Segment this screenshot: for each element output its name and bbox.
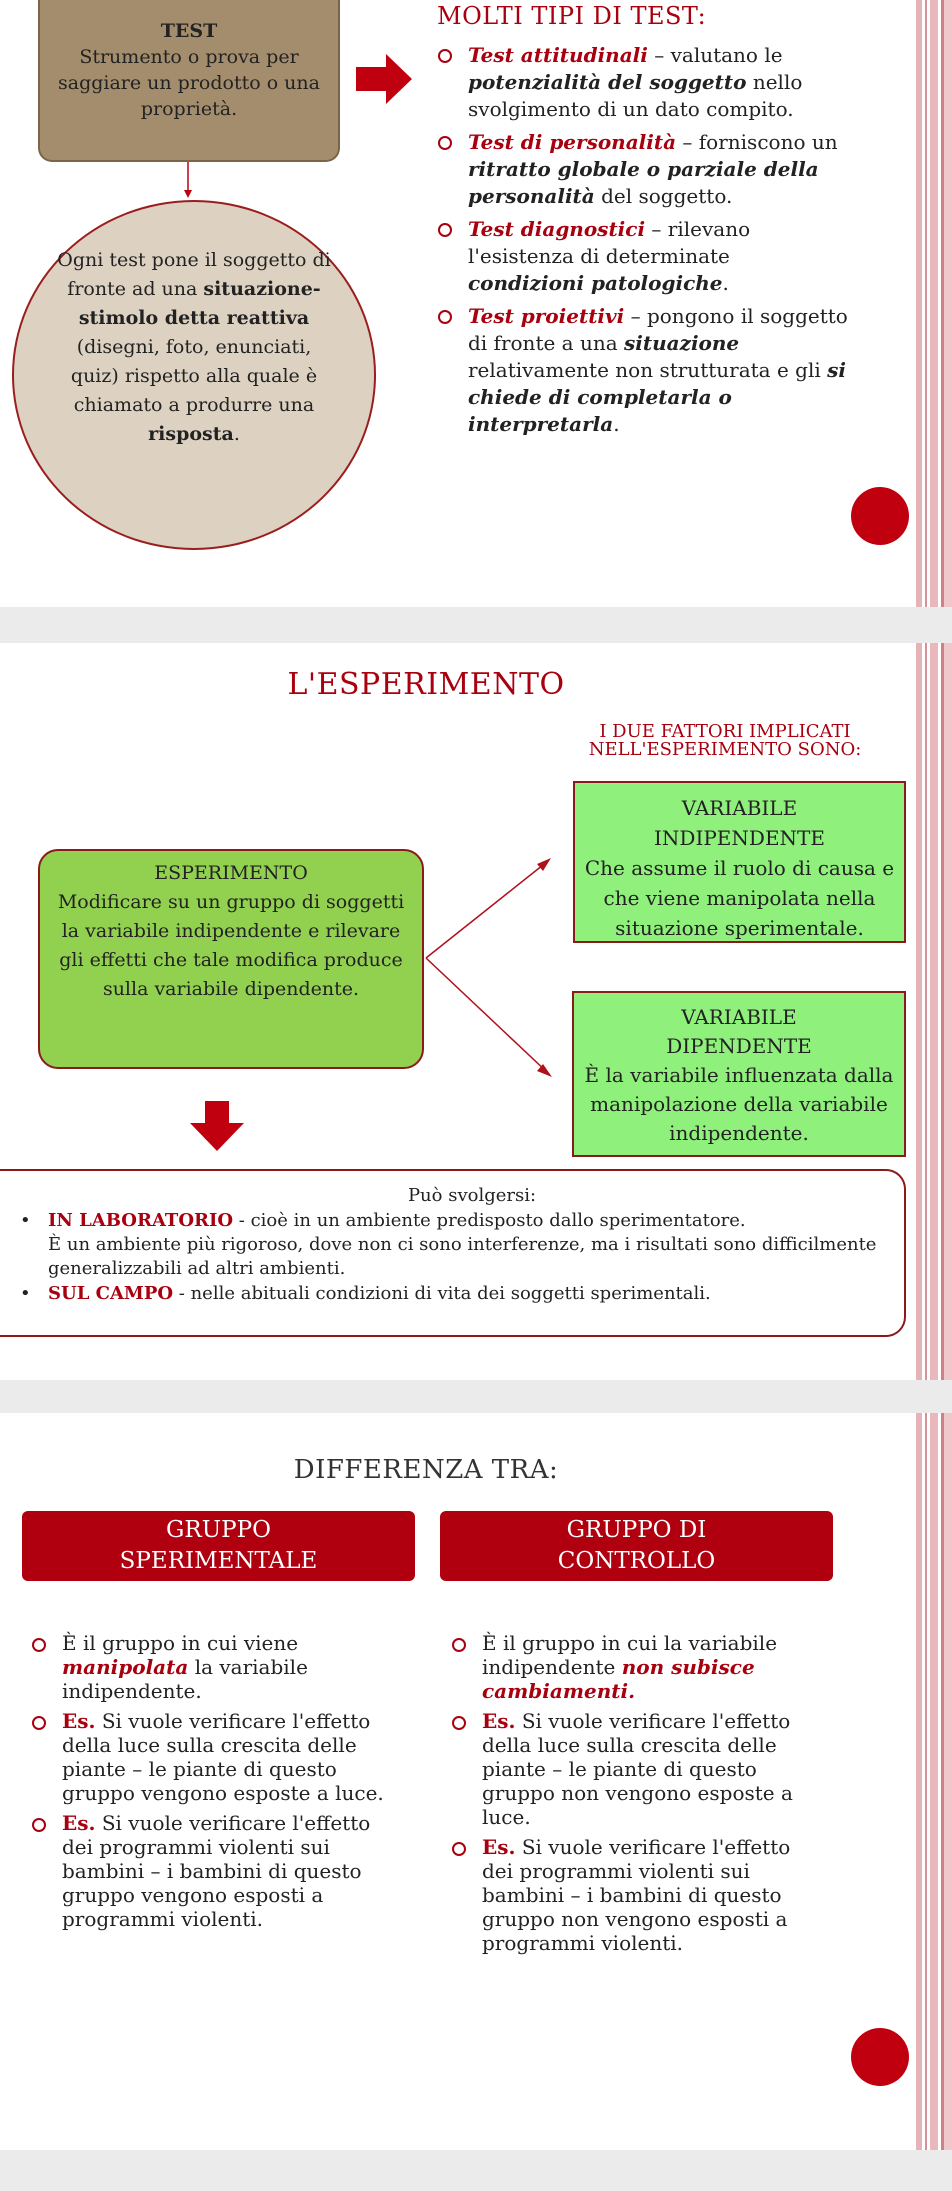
emphasis: condizioni patologiche	[468, 271, 723, 295]
rest: nello svolgimento di un dato compito.	[468, 70, 803, 121]
lab-term: IN LABORATORIO	[48, 1210, 234, 1231]
term: Test proiettivi	[468, 304, 625, 328]
term: Test diagnostici	[468, 217, 646, 241]
dependent-title: VARIABILE DIPENDENTE	[666, 1005, 812, 1058]
emphasis: situazione	[624, 331, 740, 355]
example-label: Es.	[62, 1811, 96, 1835]
term: Test di personalità	[468, 130, 677, 154]
control-group-header	[440, 1511, 833, 1581]
list-item	[446, 1709, 806, 1829]
bullet-icon: •	[20, 1210, 31, 1231]
slide-groups-difference	[0, 1413, 952, 2150]
example-label: Es.	[482, 1709, 516, 1733]
rest: .	[722, 271, 729, 295]
down-arrow-icon	[190, 1101, 244, 1151]
lab-item	[0, 1208, 904, 1281]
experiment-text: Modificare su un gruppo di soggetti la variabile indipendente e rilevare gli effetti che tale modifica produce sulla variabile dipendente.	[57, 891, 405, 1000]
independent-title: VARIABILE INDIPENDENTE	[654, 796, 825, 850]
list-item	[432, 303, 852, 438]
slide-title: L'ESPERIMENTO	[287, 667, 565, 702]
term: Test attitudinali	[468, 43, 648, 67]
experimental-group-list	[26, 1631, 386, 1931]
test-definition: Strumento o prova per saggiare un prodotto o una proprietà.	[57, 46, 320, 120]
experiment-box	[38, 849, 424, 1069]
right-arrow-icon	[356, 54, 412, 104]
header-text: GRUPPO DI CONTROLLO	[557, 1517, 716, 1574]
test-definition-box	[38, 0, 340, 162]
bullet-icon: •	[20, 1283, 31, 1304]
item-text: È il gruppo in cui la variabile indipendente	[482, 1631, 778, 1679]
circle-text-2: (disegni, foto, enunciati, quiz) rispetto alla quale è chiamato a produrre una	[70, 336, 318, 416]
dash: – rilevano l'esistenza di determinate	[468, 217, 751, 268]
field-text: - nelle abituali condizioni di vita dei soggetti sperimentali.	[173, 1283, 711, 1304]
dash: – pongono il soggetto di fronte a una	[468, 304, 848, 355]
red-dot-icon	[851, 2028, 909, 2086]
item-emphasis: non subisce cambiamenti.	[482, 1655, 755, 1703]
item-emphasis: manipolata	[62, 1655, 189, 1679]
experimental-group-header	[22, 1511, 415, 1581]
setting-heading: Può svolgersi:	[407, 1185, 537, 1206]
dash: – valutano le	[647, 43, 783, 67]
dependent-variable-box	[572, 991, 906, 1157]
emphasis-2: si chiede di completarla o interpretarla	[468, 358, 846, 436]
list-item	[26, 1811, 386, 1931]
slide-title: DIFFERENZA TRA:	[293, 1455, 559, 1485]
field-term: SUL CAMPO	[48, 1283, 174, 1304]
stimulus-circle	[12, 200, 376, 550]
decorative-stripes	[914, 0, 952, 607]
circle-bold-2: risposta	[148, 423, 234, 445]
item-text: Si vuole verificare l'effetto dei programmi violenti sui bambini – i bambini di questo gruppo non vengono esposti a programmi violenti.	[482, 1835, 791, 1955]
item-text: Si vuole verificare l'effetto dei programmi violenti sui bambini – i bambini di questo gruppo vengono esposti a programmi violenti.	[62, 1811, 371, 1931]
rest: relativamente non strutturata e gli	[468, 358, 828, 382]
item-text: la variabile indipendente.	[62, 1655, 308, 1703]
independent-text: Che assume il ruolo di causa e che viene manipolata nella situazione sperimentale.	[584, 856, 895, 940]
control-group-list	[446, 1631, 806, 1955]
example-label: Es.	[62, 1709, 96, 1733]
item-text: Si vuole verificare l'effetto della luce sulla crescita delle piante – le piante di questo gruppo vengono esposte a luce.	[62, 1709, 384, 1805]
circle-text-1: Ogni test pone il soggetto di fronte ad una	[57, 249, 331, 300]
decorative-stripes	[914, 1413, 952, 2150]
experiment-title: ESPERIMENTO	[154, 862, 308, 884]
independent-variable-box	[573, 781, 906, 943]
item-text: È il gruppo in cui viene	[62, 1631, 299, 1655]
slide-experiment	[0, 643, 952, 1380]
diagram-arrows	[420, 843, 570, 1093]
list-item	[446, 1835, 806, 1955]
slide-test-types	[0, 0, 952, 607]
test-title: TEST	[160, 20, 218, 42]
dash: – forniscono un	[676, 130, 838, 154]
circle-bold-1: situazione-stimolo detta reattiva	[78, 278, 321, 329]
circle-text-3: .	[233, 423, 240, 445]
list-item	[26, 1709, 386, 1805]
list-item	[446, 1631, 806, 1703]
list-item	[432, 216, 852, 297]
list-item	[432, 42, 852, 123]
emphasis: potenzialità del soggetto	[468, 70, 747, 94]
factors-subtitle: I DUE FATTORI IMPLICATI NELL'ESPERIMENTO SONO:	[588, 721, 862, 760]
dependent-text: È la variabile influenzata dalla manipolazione della variabile indipendente.	[584, 1063, 894, 1145]
test-types-heading: MOLTI TIPI DI TEST:	[437, 2, 707, 30]
item-text: Si vuole verificare l'effetto della luce sulla crescita delle piante – le piante di questo gruppo non vengono esposte a luce.	[482, 1709, 793, 1829]
rest-2: .	[613, 412, 620, 436]
setting-box	[0, 1169, 906, 1337]
list-item	[432, 129, 852, 210]
field-item	[0, 1281, 904, 1306]
emphasis: ritratto globale o parziale della personalità	[468, 157, 819, 208]
lab-text: - cioè in un ambiente predisposto dallo sperimentatore.	[233, 1210, 746, 1231]
down-connector	[183, 162, 193, 198]
red-dot-icon	[851, 487, 909, 545]
lab-detail: È un ambiente più rigoroso, dove non ci sono interferenze, ma i risultati sono difficilmente generalizzabili ad altri ambienti.	[48, 1234, 877, 1279]
list-item	[26, 1631, 386, 1703]
decorative-stripes	[914, 643, 952, 1380]
header-text: GRUPPO SPERIMENTALE	[119, 1517, 318, 1574]
test-types-list	[432, 42, 852, 438]
example-label: Es.	[482, 1835, 516, 1859]
rest: del soggetto.	[594, 184, 733, 208]
